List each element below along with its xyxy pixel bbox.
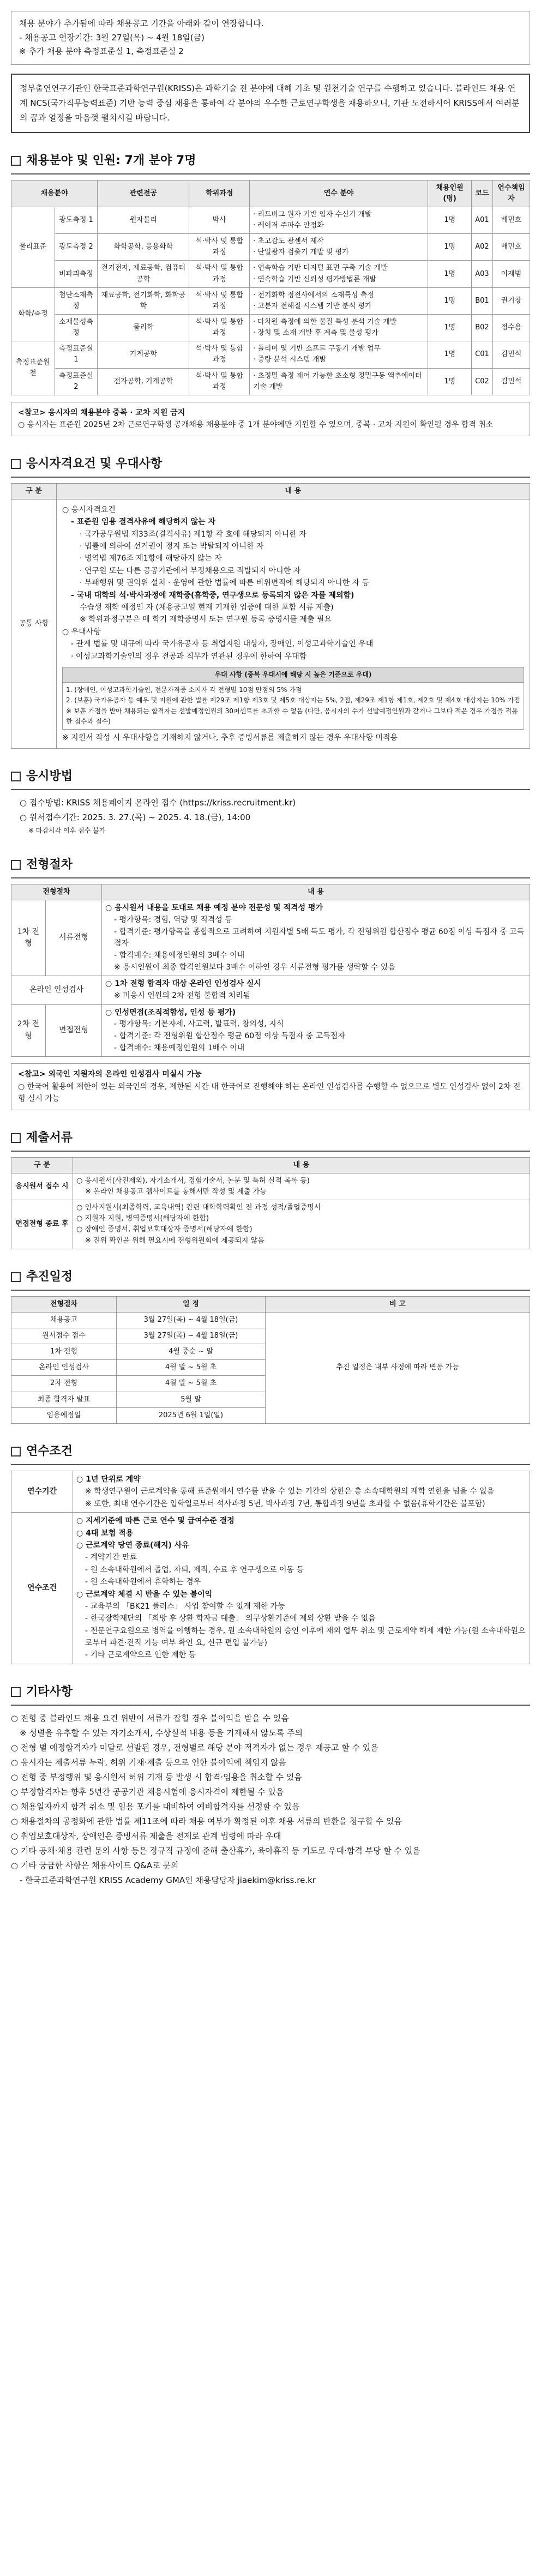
field-desc: · 연속학습 기반 디지털 표면 구축 기술 개발 · 연속학습 기반 신뢰성 평가방법론 개발 <box>250 261 428 287</box>
qualification-item: - 관계 법률 및 내규에 따라 국가유공자 등 취업지원 대상자, 장애인, 이성고과학기술인 우대 <box>71 640 374 649</box>
section-title-schedule <box>11 1268 530 1291</box>
group-label: 물리표준 <box>11 207 55 287</box>
other-item: ○ 기타 궁금한 사항은 채용사이트 Q&A로 문의 <box>11 1860 179 1870</box>
group-label: 화학/측정 <box>11 287 55 341</box>
doc-item: ※ 온라인 채용공고 웹사이트를 통해서만 작성 및 제출 가능 <box>85 1187 267 1196</box>
other-item: - 한국표준과학연구원 KRISS Academy GMA인 채용담당자 jiaekim@kriss.re.kr <box>20 1875 316 1885</box>
cond-item: - 원 소속대학원에서 졸업, 자퇴, 제적, 수료 후 연구생으로 이동 등 <box>85 1565 304 1574</box>
cond-item: ○ 1년 단위로 계약 <box>76 1475 141 1484</box>
field-major: 재료공학, 전기화학, 화학공학 <box>98 287 189 314</box>
section-title-documents <box>11 1129 530 1152</box>
field-desc: · 초고감도 광센서 제작 · 단일광자 검출기 개발 및 평가 <box>250 234 428 261</box>
foreign-applicant-note <box>11 1063 530 1110</box>
process-item: - 평가항목: 경험, 역량 및 적격성 등 <box>114 915 232 924</box>
doc-row-content <box>73 1200 530 1249</box>
section-box-icon <box>11 772 21 781</box>
cross-apply-note <box>11 402 530 436</box>
cond-item: ※ 학생연구원이 근로계약을 통해 표준원에서 연수를 받을 수 있는 기간의 상한은 총 소속대학원의 재학 연한을 넘을 수 없음 <box>85 1487 495 1496</box>
qualification-item: ○ 우대사항 <box>62 627 101 636</box>
process-content <box>102 1004 530 1057</box>
field-count: 1명 <box>428 368 472 395</box>
priority-item: 1. (장애인, 이성고과학기술인, 전문자격증 소지자 각 전형별 10점 만점의 5% 가점 <box>66 686 302 694</box>
priority-footnote: ※ 지원서 작성 시 우대사항을 기재하지 않거나, 추후 증빙서류를 제출하지 않는 경우 우대사항 미적용 <box>62 733 398 742</box>
field-lead: 권기창 <box>492 287 530 314</box>
field-degree: 석·박사 및 통합과정 <box>189 287 250 314</box>
qualification-item: 수습생 재학 예정인 자 (채용공고일 현재 기재한 입증에 대한 포함 서류 제출) <box>80 603 334 612</box>
field-lead: 정수용 <box>492 315 530 341</box>
note-title: <참고> 외국인 지원자의 온라인 인성검사 미실시 가능 <box>18 1070 202 1079</box>
qualification-item: ○ 응시자격요건 <box>62 505 116 514</box>
field-count: 1명 <box>428 287 472 314</box>
field-major: 화학공학, 응용화학 <box>98 234 189 261</box>
th-field: 채용분야 <box>11 180 98 207</box>
cond-item: - 교육부의 「BK21 플러스」 사업 참여할 수 없게 제한 가능 <box>85 1602 285 1611</box>
process-items <box>105 1007 526 1055</box>
conditions-table <box>11 1471 530 1664</box>
th-code: 코드 <box>472 180 493 207</box>
doc-item: ※ 진위 확인을 위해 필요시에 전형위원회에 제공되지 않음 <box>85 1236 265 1245</box>
section-box-icon <box>11 1133 21 1143</box>
field-name: 비파괴측정 <box>55 261 98 287</box>
section-title-fields <box>11 152 530 174</box>
process-item: ○ 응시원서 내용을 토대로 채용 예정 분야 전문성 및 적격성 평가 <box>105 904 323 913</box>
note-body: ○ 응시자는 표준원 2025년 2차 근로연구학생 공개채용 채용분야 중 1개 분야에만 지원할 수 있으며, 중복 · 교차 지원이 확인될 경우 합격 취소 <box>18 420 494 430</box>
th-count: 채용인원(명) <box>428 180 472 207</box>
table-row <box>11 315 530 341</box>
process-item: - 평가항목: 기본자세, 사고력, 발표력, 창의성, 지식 <box>114 1020 284 1029</box>
field-major: 원자물리 <box>98 207 189 233</box>
cond-label: 연수조건 <box>11 1513 73 1664</box>
process-item: ○ 인성면접(조직적합성, 인성 등 평가) <box>105 1008 236 1017</box>
other-item: ○ 응시자는 제출서류 누락, 허위 기재·제출 등으로 인한 불이익에 책임지 않음 <box>11 1757 287 1767</box>
field-code: A02 <box>472 234 493 261</box>
field-code: A01 <box>472 207 493 233</box>
method-item: ○ 접수방법: KRISS 채용페이지 온라인 접수 (https://kriss.recruitment.kr) <box>20 798 296 808</box>
qualification-item: · 법률에 의하여 선거권이 정지 또는 박탈되지 아니한 자 <box>80 542 264 551</box>
process-table <box>11 884 530 1057</box>
other-list <box>11 1711 530 1888</box>
note-title: <참고> 응시자의 채용분야 중복 · 교차 지원 금지 <box>18 408 185 417</box>
section-title-process <box>11 856 530 878</box>
field-major: 전자공학, 기계공학 <box>98 368 189 395</box>
sched-stage: 온라인 인성검사 <box>11 1360 117 1376</box>
section-box-icon <box>11 1687 21 1697</box>
sched-stage: 2차 전형 <box>11 1376 117 1392</box>
priority-title: 우대 사항 (중복 우대시에 해당 시 높은 기준으로 우대) <box>63 667 524 682</box>
section-title-method <box>11 767 530 790</box>
th-date: 일 정 <box>117 1296 266 1312</box>
section-box-icon <box>11 860 21 870</box>
process-content <box>102 976 530 1004</box>
cond-items <box>76 1515 526 1662</box>
sched-date: 4월 말 ~ 5월 초 <box>117 1360 266 1376</box>
th-remark: 비 고 <box>266 1296 530 1312</box>
field-lead: 김민석 <box>492 368 530 395</box>
process-item: - 합격배수: 채용예정인원의 1배수 이내 <box>114 1043 245 1052</box>
sched-date: 2025년 6월 1일(일) <box>117 1407 266 1423</box>
group-label: 측정표준원천 <box>11 341 55 395</box>
qualification-item: - 표준원 임용 결격사유에 해당하지 않는 자 <box>71 517 215 527</box>
method-list <box>11 796 530 837</box>
th-degree: 학위과정 <box>189 180 250 207</box>
intro-box <box>11 74 530 133</box>
section-box-icon <box>11 459 21 469</box>
section-title-qualification <box>11 455 530 478</box>
section-title-text: 제출서류 <box>26 1130 73 1145</box>
sched-stage: 임용예정일 <box>11 1407 117 1423</box>
field-count: 1명 <box>428 261 472 287</box>
process-stage: 1차 전형 <box>11 900 46 976</box>
cond-item: - 전문연구요원으로 병역을 이행하는 경우, 원 소속대학원의 승인 이후에 재외 업무 취소 및 근로계약 해제 제한 가능(원 소속대학원으로부터 파견·전직 기능 여부 확인 요, 신규 편입 불가능) <box>85 1626 526 1648</box>
section-title-text: 응시자격요건 및 우대사항 <box>26 456 163 471</box>
field-desc: · 다차원 측정에 의한 물질 특성 분석 기술 개발 · 장치 및 소재 개발 후 계측 및 물성 평가 <box>250 315 428 341</box>
other-item: ※ 성별을 유추할 수 있는 자기소개서, 수상실적 내용 등을 기재해서 않도록 주의 <box>20 1728 303 1738</box>
cond-item: - 한국장학재단의 「희망 후 상환 학자금 대출」 의무상환기준에 제외 상환 받을 수 없음 <box>85 1614 376 1623</box>
th-process: 전형절차 <box>11 884 102 900</box>
field-code: A03 <box>472 261 493 287</box>
field-count: 1명 <box>428 341 472 368</box>
th-desc: 연수 분야 <box>250 180 428 207</box>
field-name: 광도측정 1 <box>55 207 98 233</box>
th-major: 관련전공 <box>98 180 189 207</box>
field-degree: 석·박사 및 통합과정 <box>189 315 250 341</box>
th-content: 내 용 <box>102 884 530 900</box>
notice-line-1: 채용 분야가 추가됨에 따라 채용공고 기간을 아래와 같이 연장합니다. <box>19 19 264 28</box>
cond-item: ○ 근로계약 체결 시 반을 수 있는 불이익 <box>76 1590 213 1599</box>
field-desc: · 리드버그 원자 기반 임자 수신기 개발 · 레이저 주파수 안정화 <box>250 207 428 233</box>
sched-stage: 채용공고 <box>11 1312 117 1328</box>
section-title-conditions <box>11 1442 530 1465</box>
process-sub: 서류전형 <box>46 900 102 976</box>
field-count: 1명 <box>428 315 472 341</box>
field-lead: 김민석 <box>492 341 530 368</box>
field-degree: 석·박사 및 통합과정 <box>189 234 250 261</box>
cond-item: ○ 근로계약 당연 종료(해지) 사유 <box>76 1540 189 1550</box>
note-body: ○ 한국어 활용에 제한이 있는 외국인의 경우, 제한된 시간 내 한국어로 진행해야 하는 온라인 인성검사를 수행할 수 없으므로 별도 인성검사 없이 2차 전형 실시 가능 <box>18 1082 521 1104</box>
section-title-text: 연수조건 <box>26 1444 73 1458</box>
field-degree: 석·박사 및 통합과정 <box>189 368 250 395</box>
table-row <box>11 207 530 233</box>
field-count: 1명 <box>428 207 472 233</box>
cond-content <box>73 1471 530 1513</box>
field-major: 전기전자, 재료공학, 컴퓨터공학 <box>98 261 189 287</box>
field-count: 1명 <box>428 234 472 261</box>
doc-item: ○ 지원자 지원, 병역증명서(해당자에 한함) <box>76 1214 209 1223</box>
section-title-text: 전형절차 <box>26 857 73 871</box>
sched-date: 4월 말 ~ 5월 초 <box>117 1376 266 1392</box>
other-item: ○ 채용일자까지 합격 취소 및 임용 포기를 대비하여 예비합격자를 선정할 수 있음 <box>11 1801 300 1811</box>
sched-date: 3월 27일(목) ~ 4월 18일(금) <box>117 1312 266 1328</box>
section-box-icon <box>11 1272 21 1282</box>
cond-item: - 원 소속대학원에서 휴학하는 경우 <box>85 1578 201 1587</box>
other-item: ○ 부정합격자는 향후 5년간 공공기관 채용시험에 응시자격이 제한될 수 있음 <box>11 1786 284 1797</box>
th-gubun: 구 분 <box>11 1157 73 1173</box>
method-item: ○ 원서접수기간: 2025. 3. 27.(목) ~ 2025. 4. 18.(금), 14:00 <box>20 812 251 823</box>
process-item: - 합격기준: 평가항목을 종합적으로 고려하여 지원자별 5배 득도 평가, 각 전형위원 합산점수 평균 60점 이상 득점자 중 고득점자 <box>114 927 525 948</box>
priority-item: 2. (보훈) 국가유공자 등 예우 및 지원에 관한 법률 제29조 제1항 제3호 및 제5호 대상자는 5%, 2점, 제29조 제1항 제1호, 제2호 및 제4호 대상자는 10% 가점 <box>66 696 520 705</box>
field-code: B02 <box>472 315 493 341</box>
fields-table <box>11 180 530 395</box>
field-major: 기계공학 <box>98 341 189 368</box>
method-item: ※ 마감시각 이후 접수 불가 <box>28 827 106 835</box>
th-lead: 연수책임자 <box>492 180 530 207</box>
field-name: 첨단소재측정 <box>55 287 98 314</box>
qualification-item: · 부패행위 및 권익위 설치 · 운영에 관한 법률에 따른 비위면직에 해당되지 아니한 자 등 <box>80 579 370 588</box>
field-name: 광도측정 2 <box>55 234 98 261</box>
th-content: 내 용 <box>57 483 530 499</box>
sched-stage: 원서접수 접수 <box>11 1328 117 1344</box>
field-lead: 배민호 <box>492 207 530 233</box>
qualification-item: - 국내 대학의 석·박사과정에 재학중(휴학중, 연구생으로 등록되지 않은 자를 제외함) <box>71 591 354 600</box>
priority-body <box>63 683 524 730</box>
qualification-item: ※ 학위과정구분은 매 학기 재학증명서 또는 연구원 등록 증명서를 제출 필요 <box>80 615 332 624</box>
field-name: 측정표준실 1 <box>55 341 98 368</box>
section-title-text: 응시방법 <box>26 769 73 784</box>
field-lead: 이재범 <box>492 261 530 287</box>
process-item: ※ 미응시 인원의 2차 전형 불합격 처리됨 <box>114 991 251 1000</box>
field-code: C02 <box>472 368 493 395</box>
field-degree: 박사 <box>189 207 250 233</box>
th-content: 내 용 <box>73 1157 530 1173</box>
process-item: ○ 1차 전형 합격자 대상 온라인 인성검사 실시 <box>105 979 261 989</box>
cond-item: ○ 지세기준에 따른 근로 연수 및 급여수준 결정 <box>76 1516 235 1526</box>
table-row <box>11 234 530 261</box>
other-item: ○ 채용절차의 공정화에 관한 법률 제11조에 따라 채용 여부가 확정된 이후 채용 서류의 반환을 청구할 수 있음 <box>11 1816 402 1826</box>
th-gubun: 구 분 <box>11 483 57 499</box>
process-sub: 면접전형 <box>46 1004 102 1057</box>
field-degree: 석·박사 및 통합과정 <box>189 261 250 287</box>
field-desc: · 폴리머 및 기반 소프트 구동기 개발 업무 · 중량 분석 시스템 개발 <box>250 341 428 368</box>
field-code: C01 <box>472 341 493 368</box>
other-item: ○ 취업보호대상자, 장애인은 증빙서류 제출을 전제로 관계 법령에 따라 우대 <box>11 1831 281 1841</box>
qualification-table <box>11 483 530 749</box>
qualification-item: · 연구원 또는 다른 공공기관에서 부정채용으로 적발되지 아니한 자 <box>80 566 301 575</box>
field-degree: 석·박사 및 통합과정 <box>189 341 250 368</box>
page <box>11 0 530 1904</box>
field-name: 측정표준실 2 <box>55 368 98 395</box>
table-row <box>11 287 530 314</box>
other-item: ○ 전형 별 예정합격자가 미달로 선발된 경우, 전형별로 해당 분야 적격자가 없는 경우 재공고 할 수 있음 <box>11 1742 378 1753</box>
doc-row-content <box>73 1173 530 1200</box>
process-items <box>105 978 526 1002</box>
field-desc: · 전기화학 정전사에서의 소재특성 측정 · 고분자 전해질 시스템 기반 분석 평가 <box>250 287 428 314</box>
process-item: - 합격배수: 채용예정인원의 3배수 이내 <box>114 950 245 960</box>
other-item: ○ 전형 중 블라인드 채용 요건 위반이 서류가 잡힐 경우 불이익을 받을 수 있음 <box>11 1713 289 1723</box>
field-lead: 배민호 <box>492 234 530 261</box>
qualification-content <box>57 499 530 748</box>
section-box-icon <box>11 156 21 166</box>
priority-item: ※ 보훈 가점을 받아 채용되는 합격자는 선발예정인원의 30퍼센트를 초과할 수 없음 (다만, 응시자의 수가 선발예정인원과 같거나 그보다 적은 경우 가점을 적용한 점수와 점수) <box>66 707 518 725</box>
cond-content <box>73 1513 530 1664</box>
cond-items <box>76 1473 526 1510</box>
qualification-item: · 병역법 제76조 제1항에 해당하지 않는 자 <box>80 554 222 563</box>
cond-item: ○ 4대 보험 적용 <box>76 1528 134 1538</box>
intro-text: 정부출연연구기관인 한국표준과학연구원(KRISS)은 과학기술 전 분야에 대해 기초 및 원천기술 연구를 수행하고 있습니다. 블라인드 채용 연계 NCS(국가직무능력표준) 기반 능력 중심 채용을 통하여 각 분야의 우수한 근로연구학생을 채용하오니, 기관 도전하시어 KRISS에서 여러분의 꿈과 열정을 마음껏 펼치시길 바랍니다. <box>20 83 520 123</box>
section-title-other <box>11 1683 530 1706</box>
priority-table <box>62 667 524 730</box>
documents-table <box>11 1157 530 1249</box>
field-name: 소재물성측정 <box>55 315 98 341</box>
sched-date: 5월 말 <box>117 1392 266 1407</box>
sched-stage: 1차 전형 <box>11 1344 117 1360</box>
cond-label: 연수기간 <box>11 1471 73 1513</box>
doc-row-label: 응시원서 접수 시 <box>11 1173 73 1200</box>
table-row <box>11 261 530 287</box>
field-desc: · 초정밀 측정 제어 가능한 초소형 정밀구동 액추에이터 기술 개발 <box>250 368 428 395</box>
schedule-table <box>11 1296 530 1424</box>
doc-item: ○ 응시원서(사진제외), 자기소개서, 경험기술서, 논문 및 특허 실적 목록 등) <box>76 1176 310 1185</box>
sched-stage: 최종 합격자 발표 <box>11 1392 117 1407</box>
cond-item: ※ 또한, 최대 연수기간은 입학일로부터 석사과정 5년, 박사과정 7년, 통합과정 9년을 초과할 수 없음(휴학기간은 불포함) <box>85 1499 485 1508</box>
sched-date: 3월 27일(목) ~ 4월 18일(금) <box>117 1328 266 1344</box>
table-row <box>11 368 530 395</box>
extension-notice <box>11 11 530 65</box>
process-stage: 2차 전형 <box>11 1004 46 1057</box>
sched-date: 4월 중순 ~ 말 <box>117 1344 266 1360</box>
other-item: ○ 기타 공채·채용 관련 문의 사항 등은 정규직 규정에 준해 출산휴가, 육아휴직 등 기도로 우대·합격 부당 할 수 있음 <box>11 1845 420 1856</box>
notice-line-2: - 채용공고 연장기간: 3월 27일(목) ~ 4월 18일(금) <box>19 32 205 43</box>
table-row <box>11 1312 530 1328</box>
doc-item: ○ 장애인 증명서, 취업보호대상자 증명서(해당자에 한함) <box>76 1225 253 1234</box>
section-title-text: 추진일정 <box>26 1269 73 1284</box>
field-major: 물리학 <box>98 315 189 341</box>
notice-line-3: ※ 추가 채용 분야 측정표준실 1, 측정표준실 2 <box>19 46 184 56</box>
cond-item: - 계약기간 만료 <box>85 1553 137 1562</box>
process-items <box>105 902 526 973</box>
process-item: - 합격기준: 각 전형위원 합산점수 평균 60점 이상 득점자 중 고득점자 <box>114 1032 345 1041</box>
doc-row-label: 면접전형 종료 후 <box>11 1200 73 1249</box>
section-title-text: 기타사항 <box>26 1684 73 1699</box>
table-row <box>11 341 530 368</box>
cond-item: - 기타 근로계약으로 인한 제한 등 <box>85 1651 196 1660</box>
qualification-item: · 이성고과학기술인의 경우 전공과 직무가 연관된 경우에 한하여 우대함 <box>71 652 307 661</box>
sched-remark: 추진 일정은 내부 사정에 따라 변동 가능 <box>266 1312 530 1423</box>
doc-item: ○ 인사지원서(최종학력, 교육내역) 관련 대학학력확인 전 과정 성적/졸업증명서 <box>76 1203 321 1212</box>
th-stage: 전형절차 <box>11 1296 117 1312</box>
section-box-icon <box>11 1447 21 1456</box>
qualification-items <box>62 504 524 663</box>
process-stage: 온라인 인성검사 <box>11 976 102 1004</box>
process-item: ※ 응시인원이 최종 합격인원보다 3배수 이하인 경우 서류전형 평가를 생략할 수 있음 <box>114 962 395 972</box>
process-content <box>102 900 530 976</box>
field-code: B01 <box>472 287 493 314</box>
other-item: ○ 전형 중 부정행위 및 응시원서 허위 기재 등 발생 시 합격·임용을 취소할 수 있음 <box>11 1772 302 1782</box>
section-title-text: 채용분야 및 인원: 7개 분야 7명 <box>26 153 196 167</box>
row-label-common: 공통 사항 <box>11 499 57 748</box>
qualification-item: · 국가공무원법 제33조(결격사유) 제1항 각 호에 해당되지 아니한 자 <box>80 529 306 539</box>
